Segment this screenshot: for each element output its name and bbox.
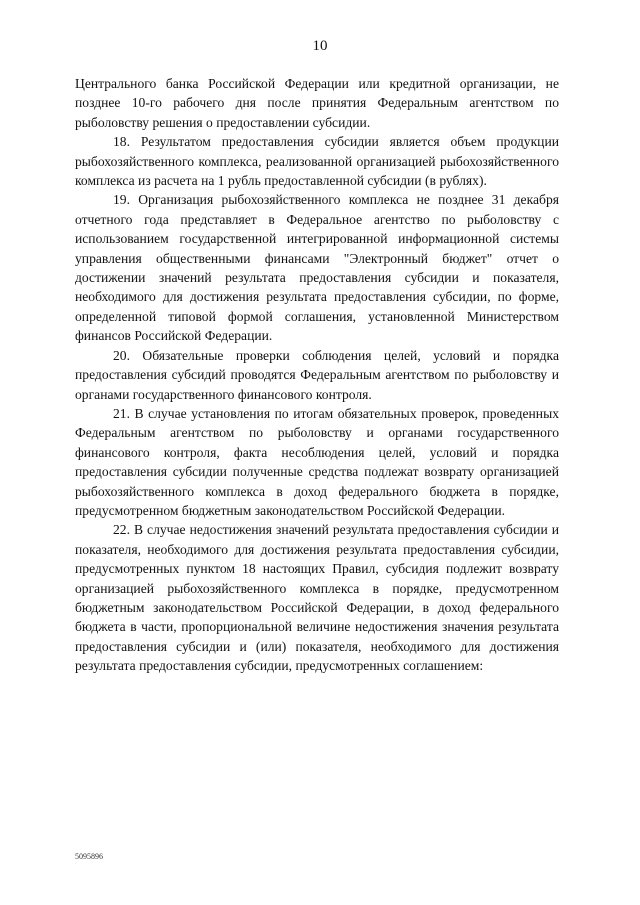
paragraph-18: 18. Результатом предоставления субсидии является объем продукции рыбохозяйственного комплекса, реализованной организацией рыбохозяйственного комплекса из расчета на 1 рубль предоставленной субсидии (в рублях). — [75, 134, 559, 189]
paragraph-20: 20. Обязательные проверки соблюдения целей, условий и порядка предоставления субсидий проводятся Федеральным агентством по рыболовству и органами государственного финансового контроля. — [75, 347, 559, 402]
paragraph-22: 22. В случае недостижения значений результата предоставления субсидии и показателя, необходимого для достижения результата предоставления субсидии, предусмотренных пунктом 18 настоящих Правил, субсидия подлежит возврату организацией рыбохозяйственного комплекса в порядке, предусмотренном бюджетным законодательством Российской Федерации, в доход федерального бюджета в части, пропорциональной величине недостижения значения результата предоставления субсидии и (или) показателя, необходимого для достижения результата предоставления субсидии, предусмотренных соглашением: — [75, 522, 559, 674]
paragraph-21: 21. В случае установления по итогам обязательных проверок, проведенных Федеральным агентством по рыболовству и органами государственного финансового контроля, факта несоблюдения целей, условий и порядка предоставления субсидии полученные средства подлежат возврату организацией рыбохозяйственного комплекса в доход федерального бюджета в порядке, предусмотренном бюджетным законодательством Российской Федерации. — [75, 405, 559, 518]
paragraph-continuation: Центрального банка Российской Федерации или кредитной организации, не позднее 10-го рабочего дня после принятия Федеральным агентством по рыболовству решения о предоставлении субсидии. — [75, 76, 559, 130]
page-number: 10 — [312, 38, 328, 54]
paragraph-19: 19. Организация рыбохозяйственного комплекса не позднее 31 декабря отчетного года представляет в Федеральное агентство по рыболовству с использованием государственной интегрированной информационной системы управления общественными финансами "Электронный бюджет" отчет о достижении значений результата предоставления субсидии и показателя, необходимого для достижения результата предоставления субсидии, по форме, определенной типовой формой соглашения, установленной Министерством финансов Российской Федерации. — [75, 192, 559, 344]
document-body — [75, 74, 559, 676]
document-id: 5095896 — [75, 852, 103, 861]
